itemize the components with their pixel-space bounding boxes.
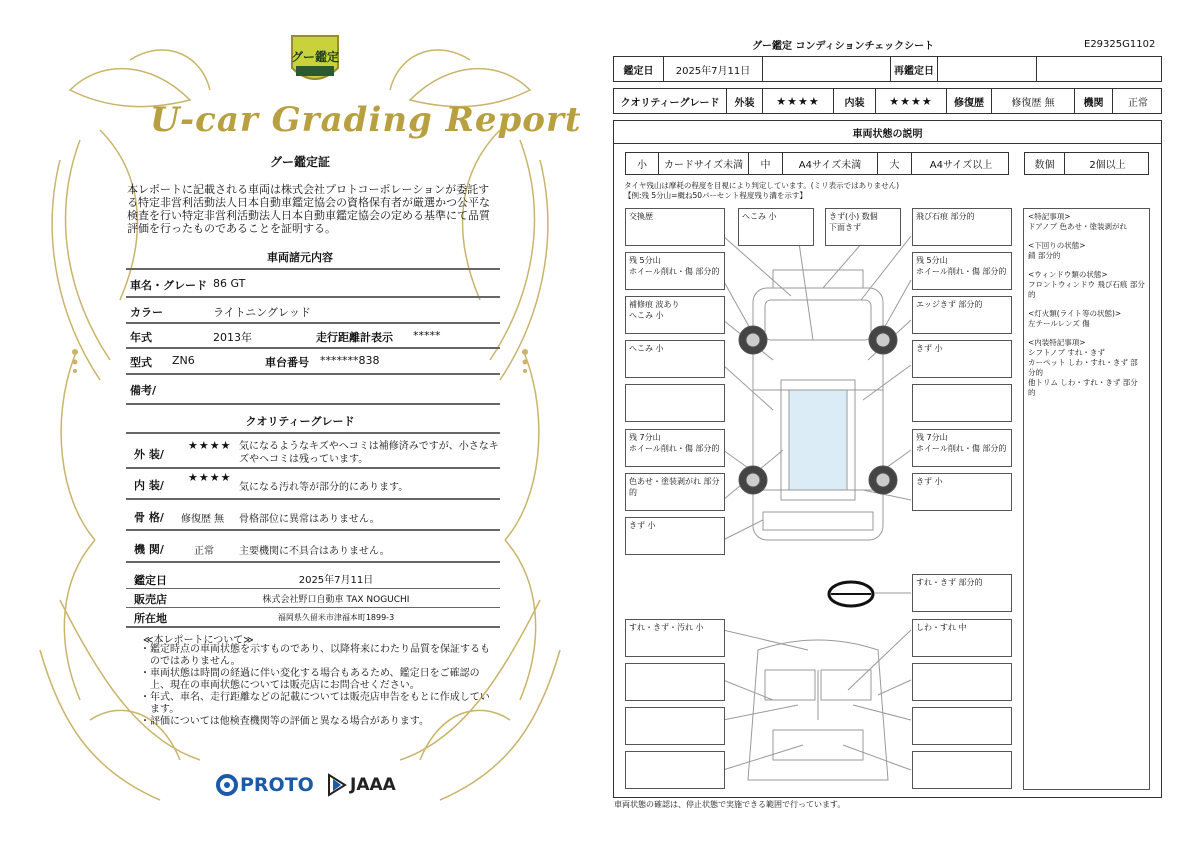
mileage-value: ***** (413, 329, 441, 342)
size-medium-desc: A4サイズ未満 (783, 153, 878, 174)
special-note-line: <特記事項> (1028, 212, 1071, 221)
intro-text: 本レポートに記載される車両は株式会社プロトコーポレーションが委託する特定非営利活動法人日本自動車鑑定協会の資格保有者が厳選かつ公平な検査を行い特定非営利活動法人日本自動車鑑定協会の定める基準にて品質評価を行ったものであることを証明する。 (127, 183, 490, 235)
special-note-line: <灯火類(ライト等の状態)> (1028, 309, 1122, 318)
engine-value: 正常 (194, 546, 214, 557)
damage-note-box: きず(小) 数個 下面きず (825, 208, 901, 246)
special-note-line: <ウィンドウ類の状態> (1028, 270, 1108, 279)
document-id: E29325G1102 (1084, 39, 1156, 50)
damage-note-box: きず 小 (625, 517, 725, 555)
interior-label: 内 装/ (134, 479, 164, 492)
car-name-label: 車名・グレード (130, 279, 207, 292)
notes-heading: ≪本レポートについて≫ (143, 635, 254, 646)
dealer-label: 販売店 (134, 593, 167, 606)
redate-label: 再鑑定日 (891, 57, 938, 81)
repair-value: 修復歴 無 (992, 89, 1075, 113)
report-title: U-car Grading Report (150, 100, 582, 140)
count-legend (1024, 152, 1149, 175)
interior-note-box: すれ・きず・汚れ 小 (625, 619, 725, 657)
special-note-line: 左テールレンズ 傷 (1028, 319, 1090, 328)
color-label: カラー (130, 306, 163, 319)
model-value: ZN6 (172, 354, 195, 367)
size-legend (625, 152, 1009, 175)
int-label: 内装 (834, 89, 876, 113)
color-value: ライトニングレッド (213, 306, 311, 319)
footer-note: 車両状態の確認は、停止状態で実施できる範囲で行っています。 (614, 800, 846, 809)
remarks-label: 備考/ (130, 384, 157, 397)
damage-note-box (912, 384, 1012, 422)
damage-note-box: 補修痕 波あり へこみ 小 (625, 296, 725, 334)
repair-label: 修復歴 (947, 89, 992, 113)
ext-stars: ★★★★ (763, 89, 834, 113)
special-notes-panel (1023, 208, 1150, 790)
date-row (613, 56, 1162, 82)
frame-text: 骨格部位に異常はありません。 (239, 514, 380, 525)
damage-note-box: 残 7分山 ホイール削れ・傷 部分的 (912, 429, 1012, 467)
damage-note-box: へこみ 小 (625, 340, 725, 378)
size-small: 小 (626, 153, 659, 174)
grade-label: クオリティーグレード (614, 89, 727, 113)
special-note-line: 他トリム しわ・すれ・きず 部分的 (1028, 378, 1138, 397)
year-label: 年式 (130, 331, 152, 344)
note-item: ・ 鑑定時点の車両状態を示すものであり、以降将来にわたり品質を保証するものではありません。 (140, 644, 490, 667)
int-stars: ★★★★ (876, 89, 947, 113)
special-note-line (1028, 232, 1145, 241)
special-note-line: カーペット しわ・すれ・きず 部分的 (1028, 358, 1138, 377)
damage-note-box: 飛び石痕 部分的 (912, 208, 1012, 246)
special-note-line: フロントウィンドウ 飛び石痕 部分的 (1028, 280, 1145, 299)
special-note-line: <下回りの状態> (1028, 241, 1086, 250)
special-note-line: 錆 部分的 (1028, 251, 1061, 260)
engine-text: 主要機関に不具合はありません。 (239, 546, 390, 557)
special-note-line: <内装特記事項> (1028, 338, 1086, 347)
condition-heading: 車両状態の説明 (614, 121, 1161, 144)
car-name-value: 86 GT (213, 277, 246, 290)
notes-list (140, 644, 490, 728)
exterior-label: 外 装/ (134, 448, 164, 461)
grade-row (613, 88, 1162, 114)
tire-note-1: タイヤ残山は摩耗の程度を目視により判定しています。(ミリ表示ではありません) (624, 181, 900, 190)
damage-note-box: きず 小 (912, 340, 1012, 378)
frame-label: 骨 格/ (134, 511, 164, 524)
inspection-date-value: 2025年7月11日 (298, 575, 374, 586)
ext-label: 外装 (727, 89, 763, 113)
count-desc: 2個以上 (1089, 160, 1126, 171)
jaaa-mark-icon (327, 773, 347, 797)
special-note-line (1028, 300, 1145, 309)
interior-note-box (625, 663, 725, 701)
interior-stars: ★★★★ (188, 471, 232, 484)
engine-value-right: 正常 (1128, 97, 1148, 109)
model-label: 型式 (130, 356, 152, 369)
inspection-date-label: 鑑定日 (134, 574, 167, 587)
exterior-stars: ★★★★ (188, 439, 232, 452)
address-label: 所在地 (134, 612, 167, 625)
chassis-value: *******838 (320, 354, 380, 367)
damage-note-box: 交換歴 (625, 208, 725, 246)
redate-value (938, 57, 1037, 81)
count-label: 数個 (1025, 153, 1065, 174)
interior-note-box (912, 707, 1012, 745)
damage-note-box (625, 384, 725, 422)
special-note-line: シフトノブ すれ・きず (1028, 348, 1105, 357)
year-value: 2013年 (213, 331, 252, 344)
engine-label-right: 機関 (1075, 89, 1113, 113)
damage-note-box: 残 7分山 ホイール削れ・傷 部分的 (625, 429, 725, 467)
size-large: 大 (878, 153, 912, 174)
frame-value: 修復歴 無 (181, 514, 225, 525)
mileage-label: 走行距離計表示 (316, 331, 393, 344)
damage-note-box: 残 5分山 ホイール削れ・傷 部分的 (912, 252, 1012, 290)
badge-text: グー鑑定 (290, 50, 339, 64)
interior-note-box (625, 751, 725, 789)
special-note-line (1028, 261, 1145, 270)
address-value: 福岡県久留米市津福本町1899-3 (277, 613, 395, 622)
steering-note-box: すれ・きず 部分的 (912, 574, 1012, 612)
engine-label: 機 関/ (134, 543, 164, 556)
jaaa-logo: JAAA (327, 772, 407, 798)
size-large-desc: A4サイズ以上 (929, 160, 993, 171)
date-label: 鑑定日 (614, 57, 664, 81)
chassis-label: 車台番号 (265, 356, 309, 369)
damage-note-box: きず 小 (912, 473, 1012, 511)
proto-logo: PROTO (216, 772, 320, 798)
damage-note-box: へこみ 小 (738, 208, 814, 246)
date-value: 2025年7月11日 (664, 57, 763, 81)
proto-mark-icon (216, 774, 238, 796)
damage-note-box: 色あせ・塗装剥がれ 部分的 (625, 473, 725, 511)
interior-note-box (625, 707, 725, 745)
note-item: ・ 評価については他検査機関等の評価と異なる場合があります。 (140, 716, 429, 727)
cert-heading: グー鑑定証 (269, 155, 330, 169)
interior-text: 気になる汚れ等が部分的にあります。 (239, 482, 409, 493)
quality-heading: クオリティーグレード (245, 415, 355, 428)
goo-badge (286, 30, 344, 92)
interior-note-box (912, 751, 1012, 789)
exterior-text: 気になるようなキズやヘコミは補修済みですが、小さなキズやヘコミは残っています。 (239, 441, 499, 465)
steering-wheel-icon (829, 582, 873, 606)
special-note-line: ドアノブ 色あせ・塗装剥がれ (1028, 222, 1128, 231)
specs-heading: 車両諸元内容 (267, 251, 333, 264)
note-item: ・ 年式、車名、走行距離などの記載については販売店申告をもとに作成しています。 (140, 692, 490, 715)
interior-note-box (912, 663, 1012, 701)
sheet-title: グー鑑定 コンディションチェックシート (752, 41, 935, 52)
size-medium: 中 (749, 153, 783, 174)
special-note-line (1028, 329, 1145, 338)
damage-note-box: 残 5分山 ホイール削れ・傷 部分的 (625, 252, 725, 290)
dealer-value: 株式会社野口自動車 TAX NOGUCHI (262, 595, 410, 605)
note-item: ・ 車両状態は時間の経過に伴い変化する場合もあるため、鑑定日をご確認の上、現在の車両状態については販売店にお問合せください。 (140, 668, 480, 691)
interior-note-box: しわ・すれ 中 (912, 619, 1012, 657)
damage-note-box: エッジきず 部分的 (912, 296, 1012, 334)
size-small-desc: カードサイズ未満 (659, 153, 749, 174)
tire-note-2: 【例:残 5分山=概ね50パーセント程度残り溝を示す】 (624, 191, 807, 200)
